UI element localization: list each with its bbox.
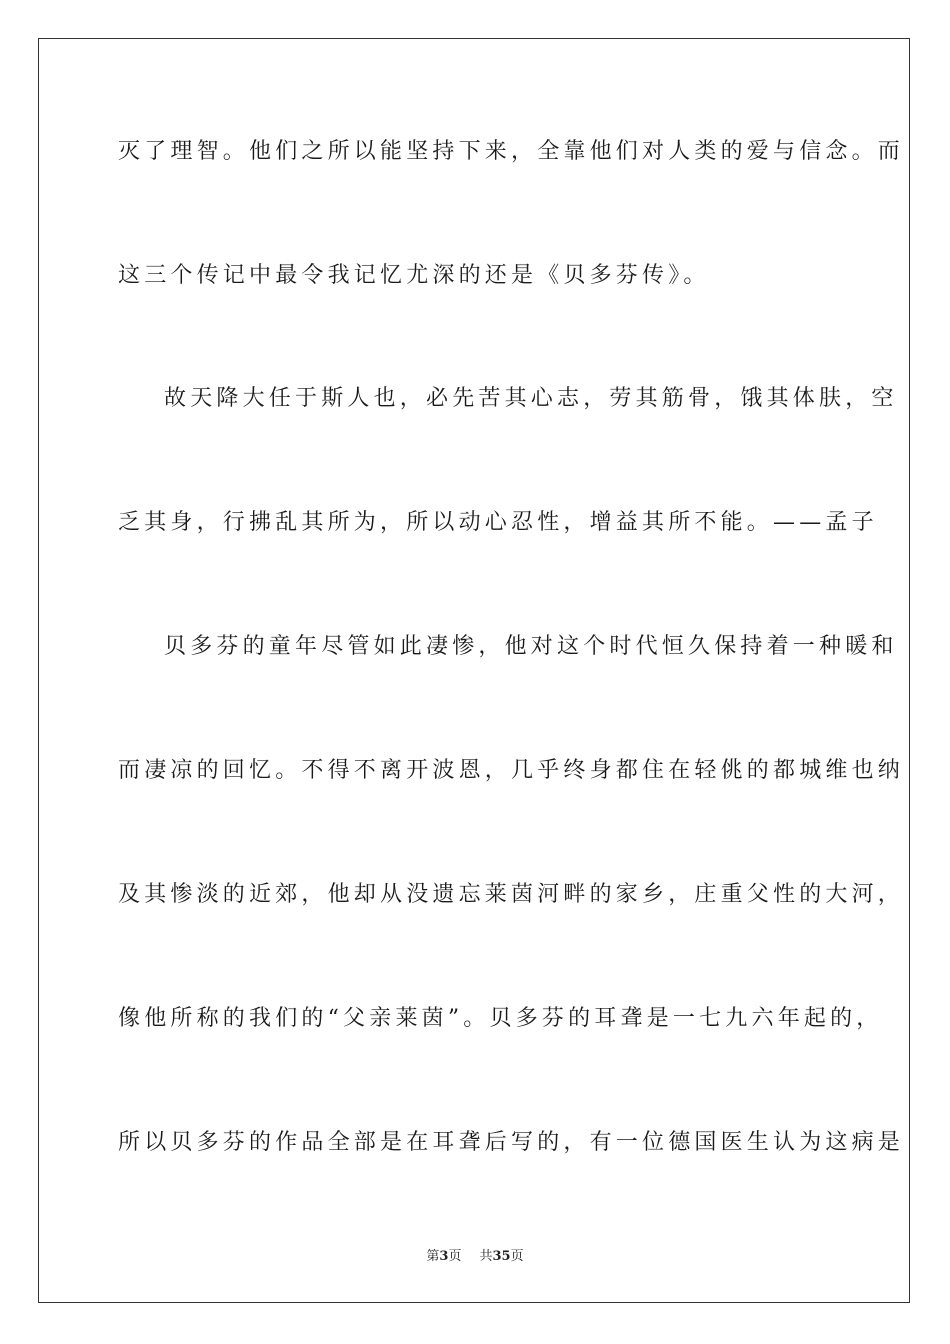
page-number-suffix: 页 — [448, 1249, 462, 1264]
text-line: 所以贝多芬的作品全部是在耳聋后写的，有一位德国医生认为这病是 — [118, 1130, 905, 1155]
text-line-paragraph-start: 贝多芬的童年尽管如此凄惨，他对这个时代恒久保持着一种暖和 — [164, 634, 898, 659]
page-number-prefix: 第 — [426, 1249, 440, 1264]
total-pages-prefix: 共 — [479, 1249, 493, 1264]
total-pages: 35 — [492, 1249, 511, 1264]
text-line-paragraph-start: 故天降大任于斯人也，必先苦其心志，劳其筋骨，饿其体肤，空 — [164, 386, 898, 411]
text-line: 及其惨淡的近郊，他却从没遗忘莱茵河畔的家乡，庄重父性的大河， — [118, 882, 905, 907]
text-line: 灭了理智。他们之所以能坚持下来，全靠他们对人类的爱与信念。而 — [118, 139, 905, 164]
text-line: 乏其身，行拂乱其所为，所以动心忍性，增益其所不能。——孟子 — [118, 510, 878, 535]
total-pages-suffix: 页 — [510, 1249, 524, 1264]
text-line: 这三个传记中最令我记忆尤深的还是《贝多芬传》。 — [118, 263, 710, 288]
text-line: 像他所称的我们的“父亲莱茵”。贝多芬的耳聋是一七九六年起的， — [118, 1006, 883, 1031]
page-footer — [0, 1248, 950, 1266]
page-number: 3 — [439, 1249, 449, 1264]
page-border — [38, 38, 910, 1303]
text-line: 而凄凉的回忆。不得不离开波恩，几乎终身都住在轻佻的都城维也纳 — [118, 758, 905, 783]
